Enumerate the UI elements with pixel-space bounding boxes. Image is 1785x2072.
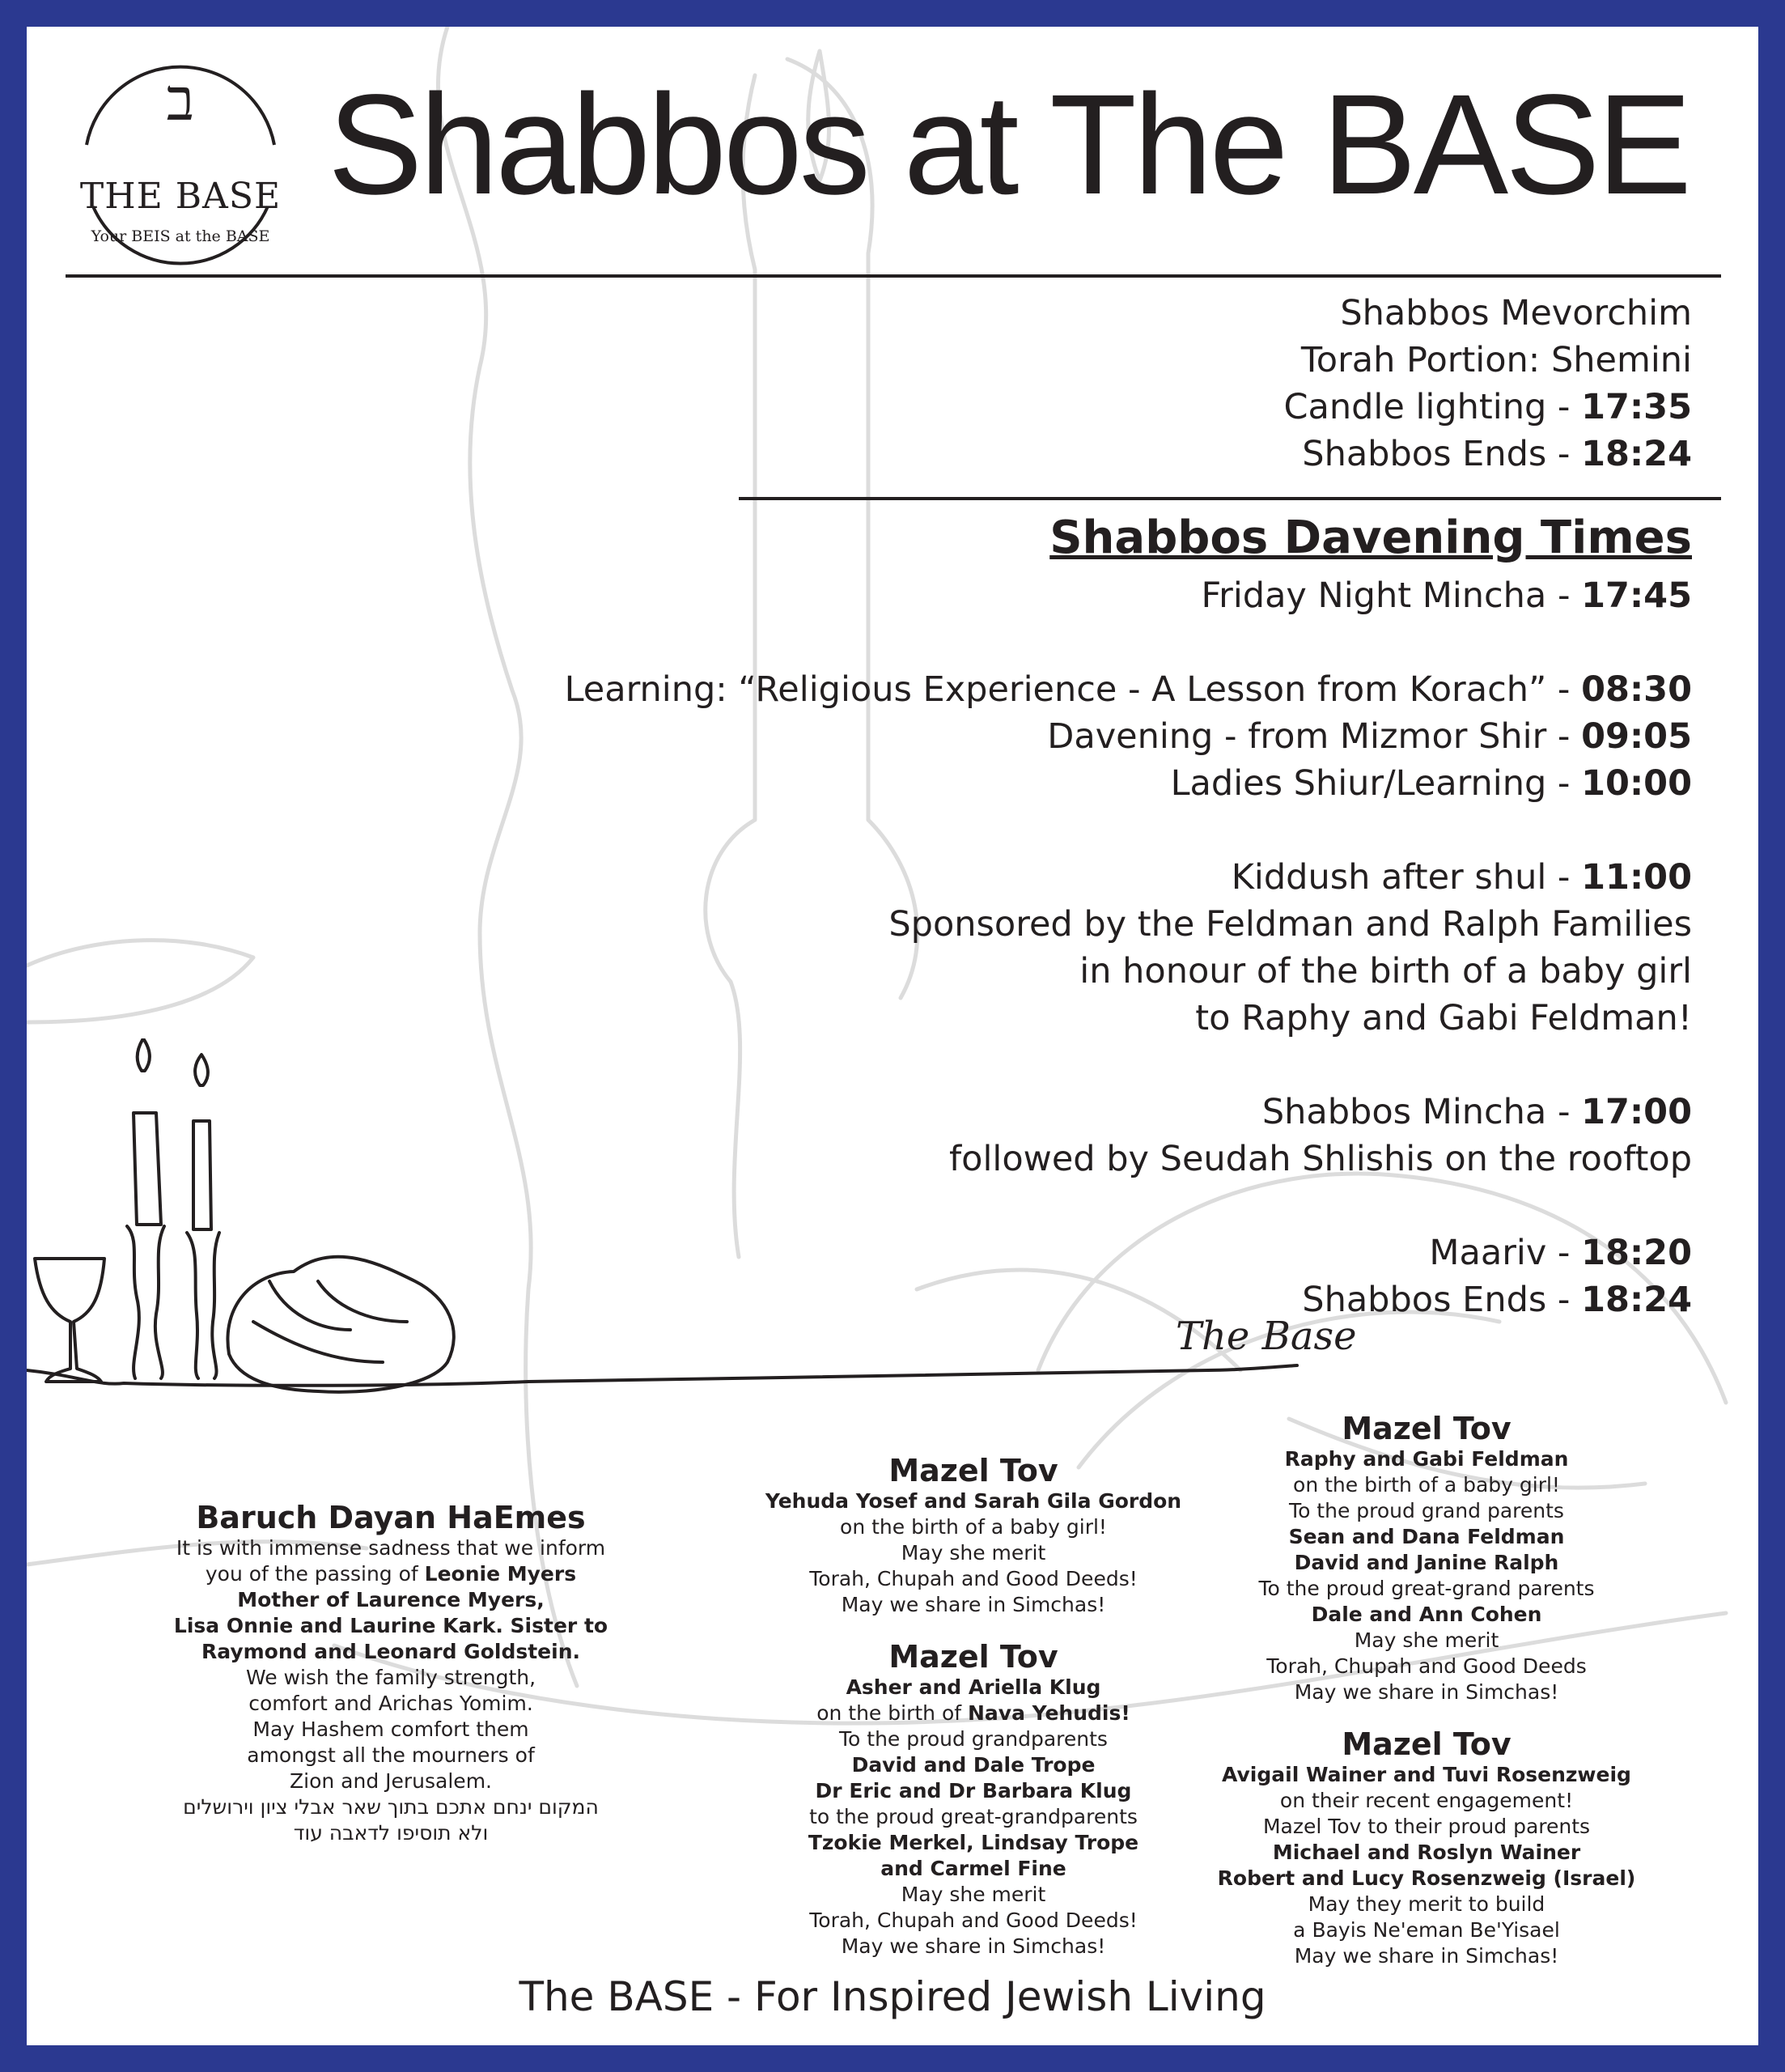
the-base-logo xyxy=(75,57,286,268)
kiddush-cup-icon xyxy=(35,1259,104,1382)
info-line: Shabbos Mevorchim xyxy=(1340,293,1692,333)
notice-line: May we share in Simchas! xyxy=(1294,1944,1559,1968)
title-divider xyxy=(66,274,1721,278)
notice-line: you of the passing of Leonie Myers xyxy=(205,1562,577,1586)
candle-flame-icon xyxy=(138,1038,150,1071)
notice-line: Avigail Wainer and Tuvi Rosenzweig xyxy=(1222,1763,1631,1786)
davening-line: to Raphy and Gabi Feldman! xyxy=(1195,998,1692,1038)
candlestick-icon xyxy=(187,1233,219,1378)
notice-line: It is with immense sadness that we inform xyxy=(176,1536,606,1560)
davening-line: Kiddush after shul - 11:00 xyxy=(1231,857,1692,898)
spacer xyxy=(1184,1705,1669,1726)
candle-icon xyxy=(134,1113,161,1225)
notice-line: May we share in Simchas! xyxy=(841,1593,1106,1616)
mazel-tov-heading: Mazel Tov xyxy=(888,1453,1058,1488)
notice-line: Yehuda Yosef and Sarah Gila Gordon xyxy=(765,1489,1182,1513)
notice-line: Dr Eric and Dr Barbara Klug xyxy=(815,1779,1132,1802)
logo-tagline: Your BEIS at the BASE xyxy=(91,227,270,245)
notice-line: Dale and Ann Cohen xyxy=(1311,1603,1542,1626)
mazel-tov-notice xyxy=(1184,1726,1669,1969)
notice-line: on the birth of a baby girl! xyxy=(840,1515,1107,1539)
notice-line: May we share in Simchas! xyxy=(841,1934,1106,1958)
signature: The Base xyxy=(1176,1314,1357,1359)
notice-line: Mother of Laurence Myers, xyxy=(237,1588,545,1611)
notice-line: Zion and Jerusalem. xyxy=(290,1769,492,1793)
shabbos-table-illustration xyxy=(27,1038,1402,1427)
notice-line: on the birth of a baby girl! xyxy=(1293,1473,1560,1497)
challah-icon xyxy=(227,1257,453,1392)
notice-line: comfort and Arichas Yomim. xyxy=(248,1692,533,1715)
candlestick-icon xyxy=(127,1226,164,1378)
notice-line: a Bayis Ne'eman Be'Yisael xyxy=(1293,1918,1560,1942)
notice-line: Torah, Chupah and Good Deeds! xyxy=(809,1567,1138,1590)
davening-line: Ladies Shiur/Learning - 10:00 xyxy=(1170,763,1692,804)
hebrew-line: המקום ינחם אתכם בתוך שאר אבלי ציון וירושלים xyxy=(183,1795,599,1819)
candle-flame-icon xyxy=(195,1055,208,1085)
logo-name: THE BASE xyxy=(79,176,282,217)
candle-icon xyxy=(193,1121,211,1229)
notice-line: To the proud grand parents xyxy=(1289,1499,1564,1522)
mazel-tov-notice xyxy=(1184,1411,1669,1705)
notice-line: May she merit xyxy=(1354,1628,1499,1652)
notice-line: May she merit xyxy=(901,1883,1046,1906)
davening-line: Shabbos Mincha - 17:00 xyxy=(1261,1092,1692,1132)
notice-line: Torah, Chupah and Good Deeds xyxy=(1266,1654,1587,1678)
spacer xyxy=(350,807,1692,854)
mazel-tov-heading: Mazel Tov xyxy=(1342,1411,1512,1446)
davening-line: Davening - from Mizmor Shir - 09:05 xyxy=(1047,716,1692,757)
info-line: Candle lighting - 17:35 xyxy=(1283,387,1692,427)
notice-line: May Hashem comfort them xyxy=(252,1717,529,1741)
notice-line: Raymond and Leonard Goldstein. xyxy=(201,1640,580,1663)
notice-line: To the proud grandparents xyxy=(839,1727,1108,1751)
mazel-tov-column-middle xyxy=(731,1453,1216,1959)
mazel-tov-heading: Mazel Tov xyxy=(888,1639,1058,1675)
page-title: Shabbos at The BASE xyxy=(328,66,1689,224)
notice-line: We wish the family strength, xyxy=(245,1666,536,1689)
spacer xyxy=(350,619,1692,666)
footer-tagline: The BASE - For Inspired Jewish Living xyxy=(519,1973,1266,2020)
notice-line: May she merit xyxy=(901,1541,1046,1565)
notice-line: David and Dale Trope xyxy=(851,1753,1096,1777)
notice-line: and Carmel Fine xyxy=(880,1857,1066,1880)
notice-line: Lisa Onnie and Laurine Kark. Sister to xyxy=(173,1614,608,1637)
condolence-notice xyxy=(156,1500,625,1846)
section-divider xyxy=(739,497,1721,500)
notice-line: May we share in Simchas! xyxy=(1294,1680,1559,1704)
notice-line: David and Janine Ralph xyxy=(1294,1551,1559,1574)
notice-line: Asher and Ariella Klug xyxy=(846,1675,1101,1699)
mazel-tov-notice xyxy=(731,1639,1216,1959)
notice-line: To the proud great-grand parents xyxy=(1258,1577,1595,1600)
logo-hebrew-letter: ב xyxy=(166,66,195,134)
davening-line: followed by Seudah Shlishis on the rooftop xyxy=(949,1139,1692,1179)
notice-line: amongst all the mourners of xyxy=(247,1743,535,1767)
notice-line: Mazel Tov to their proud parents xyxy=(1262,1815,1591,1838)
notice-line: Michael and Roslyn Wainer xyxy=(1272,1841,1581,1864)
info-line: Torah Portion: Shemini xyxy=(1300,340,1692,380)
notice-line: on their recent engagement! xyxy=(1279,1789,1574,1812)
info-line: Shabbos Ends - 18:24 xyxy=(1302,434,1692,474)
davening-line: in honour of the birth of a baby girl xyxy=(1079,951,1692,991)
davening-line: Shabbos Ends - 18:24 xyxy=(1302,1280,1692,1320)
notice-line: May they merit to build xyxy=(1308,1892,1545,1916)
notice-line: on the birth of Nava Yehudis! xyxy=(816,1701,1130,1725)
davening-line: Learning: “Religious Experience - A Lesson from Korach” - 08:30 xyxy=(564,669,1692,710)
shabbos-info xyxy=(350,290,1692,478)
davening-line: Maariv - 18:20 xyxy=(1429,1233,1692,1273)
notice-line: Robert and Lucy Rosenzweig (Israel) xyxy=(1217,1866,1636,1890)
davening-line: Friday Night Mincha - 17:45 xyxy=(1201,575,1692,616)
condolence-heading: Baruch Dayan HaEmes xyxy=(196,1500,586,1535)
hebrew-line: ולא תוסיפו לדאבה עוד xyxy=(293,1821,489,1845)
notice-line: Tzokie Merkel, Lindsay Trope xyxy=(808,1831,1139,1854)
notice-line: to the proud great-grandparents xyxy=(809,1805,1138,1828)
spacer xyxy=(731,1618,1216,1639)
davening-line: Sponsored by the Feldman and Ralph Families xyxy=(888,904,1692,945)
davening-heading: Shabbos Davening Times xyxy=(1049,512,1692,564)
notice-line: Raphy and Gabi Feldman xyxy=(1284,1447,1569,1471)
mazel-tov-column-right xyxy=(1184,1411,1669,1969)
notice-line: Sean and Dana Feldman xyxy=(1288,1525,1565,1548)
notice-line: Torah, Chupah and Good Deeds! xyxy=(809,1909,1138,1932)
mazel-tov-notice xyxy=(731,1453,1216,1618)
flyer-page xyxy=(27,27,1758,2045)
mazel-tov-heading: Mazel Tov xyxy=(1342,1726,1512,1762)
